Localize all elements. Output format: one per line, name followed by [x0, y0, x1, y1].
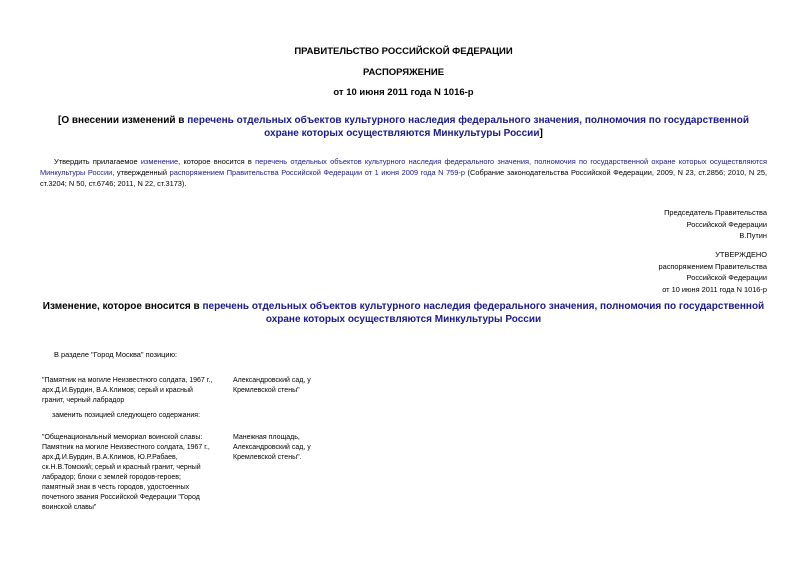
change-title	[40, 300, 767, 326]
title-link-list[interactable]: перечень отдельных объектов культурного наследия федерального значения, полномочия по государственной охране которых осуществляются Минкультуры России	[187, 115, 749, 139]
title-prefix: [О внесении изменений в	[58, 115, 188, 126]
title-suffix: ]	[539, 128, 543, 139]
approved-date: от 10 июня 2011 года N 1016-р	[662, 284, 767, 294]
replace-instruction: заменить позицией следующего содержания:	[52, 412, 201, 419]
signature-position: Председатель Правительства	[664, 208, 767, 217]
document-date-number: от 10 июня 2011 года N 1016-р	[333, 87, 474, 98]
signature-country: Российской Федерации	[686, 219, 767, 229]
new-entry-location: Манежная площадь, Александровский сад, у Кремлевской стены".	[233, 434, 311, 461]
body-part3: , утвержденный	[112, 168, 170, 177]
body-part2: , которое вносится в	[178, 157, 256, 166]
body-part4: (Собрание законодательства Российской Федерации, 2009, N 23, ст.2856; 2010, N 25, ст.3204; N 50, ст.6746; 2011, N 22, ст.3173).	[40, 168, 768, 188]
body-part1: Утвердить прилагаемое	[54, 157, 141, 166]
government-title: ПРАВИТЕЛЬСТВО РОССИЙСКОЙ ФЕДЕРАЦИИ	[294, 46, 513, 57]
signature-block	[664, 207, 767, 242]
change-title-link[interactable]: перечень отдельных объектов культурного наследия федерального значения, полномочия по государственной охране которых осуществляются Минкультуры России	[202, 301, 765, 325]
approved-block	[658, 249, 767, 295]
old-entry-location: Александровский сад, у Кремлевской стены"	[233, 377, 311, 394]
body-paragraph	[40, 156, 767, 189]
document-type: РАСПОРЯЖЕНИЕ	[362, 67, 445, 78]
change-title-prefix: Изменение, которое вносится в	[42, 301, 203, 312]
approved-by: распоряжением Правительства	[658, 261, 767, 271]
signature-name: В.Путин	[739, 231, 767, 240]
link-order-759[interactable]: распоряжением Правительства Российской Федерации от 1 июня 2009 года N 759-р	[169, 168, 465, 177]
approved-country: Российской Федерации	[686, 273, 767, 282]
old-entry-description: "Памятник на могиле Неизвестного солдата, 1967 г., арх.Д.И.Бурдин, В.А.Климов; серый и красный гранит, черный лабрадор	[42, 377, 213, 404]
document-title	[40, 114, 767, 140]
new-entry-description: "Общенациональный мемориал воинской славы: Памятник на могиле Неизвестного солдата, 1967 г., арх.Д.И.Бурдин, В.А.Климов, Ю.Р.Рабаев, ск.Н.В.Томский; серый и красный гранит, черный лабрадор; блоки с землей городов-героев; памятный знак в честь городов, удостоенных почетного звания Российской Федерации "Город воинской славы"	[42, 434, 210, 511]
approved-label: УТВЕРЖДЕНО	[715, 250, 767, 259]
link-change[interactable]: изменение	[140, 157, 179, 166]
link-list[interactable]: перечень отдельных объектов культурного наследия федерального значения, полномочия по государственной охране которых осуществляются Минкультуры России	[40, 157, 767, 177]
section-intro: В разделе "Город Москва" позицию:	[54, 350, 178, 359]
